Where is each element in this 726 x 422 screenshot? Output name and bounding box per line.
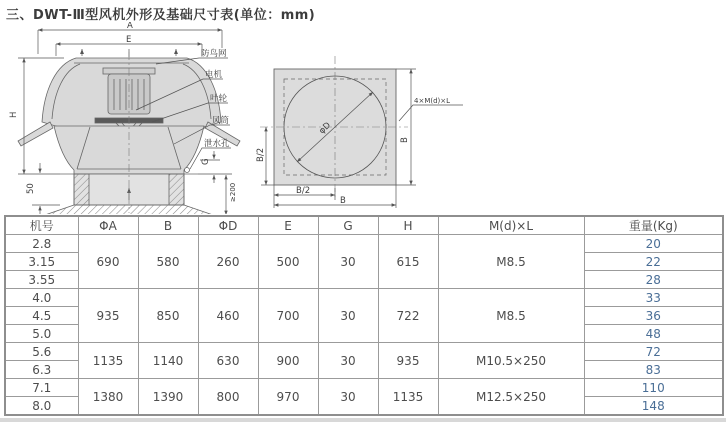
cell-phi-a: 1135	[78, 343, 138, 379]
col-header-model: 机号	[5, 216, 78, 235]
table-row	[5, 289, 723, 307]
col-header-phi-a: ΦA	[78, 216, 138, 235]
dim-label-b-half-bottom: B/2	[296, 186, 311, 196]
cell-model: 3.15	[5, 253, 78, 271]
dimension-table	[4, 215, 724, 416]
cell-weight: 36	[584, 307, 723, 325]
cell-mdl: M8.5	[438, 235, 584, 289]
cell-weight: 110	[584, 379, 723, 397]
table-row	[5, 343, 723, 361]
dim-label-e: E	[126, 35, 132, 45]
cell-mdl: M8.5	[438, 289, 584, 343]
cell-e: 970	[258, 379, 318, 416]
col-header-b: B	[138, 216, 198, 235]
col-header-weight: 重量(Kg)	[584, 216, 723, 235]
cell-b: 850	[138, 289, 198, 343]
cell-h: 722	[378, 289, 438, 343]
cell-g: 30	[318, 343, 378, 379]
cell-phi-d: 800	[198, 379, 258, 416]
col-header-phi-d: ΦD	[198, 216, 258, 235]
cell-phi-d: 630	[198, 343, 258, 379]
table-row	[5, 379, 723, 397]
cell-phi-a: 690	[78, 235, 138, 289]
cell-phi-d: 260	[198, 235, 258, 289]
cell-h: 1135	[378, 379, 438, 416]
page-bottom-divider	[0, 418, 726, 422]
foundation-outline	[260, 56, 408, 198]
cell-phi-a: 1380	[78, 379, 138, 416]
cell-h: 935	[378, 343, 438, 379]
col-header-h: H	[378, 216, 438, 235]
cell-e: 700	[258, 289, 318, 343]
dim-label-b-bottom: B	[340, 196, 346, 206]
cell-model: 3.55	[5, 271, 78, 289]
cell-model: 5.0	[5, 325, 78, 343]
cell-weight: 28	[584, 271, 723, 289]
dim-label-b-right: B	[400, 137, 410, 143]
air-duct-label: 风筒	[212, 116, 230, 126]
cell-b: 580	[138, 235, 198, 289]
cell-b: 1140	[138, 343, 198, 379]
cell-model: 2.8	[5, 235, 78, 253]
cell-g: 30	[318, 235, 378, 289]
col-header-g: G	[318, 216, 378, 235]
cell-g: 30	[318, 379, 378, 416]
cell-b: 1390	[138, 379, 198, 416]
cell-weight: 83	[584, 361, 723, 379]
cell-model: 7.1	[5, 379, 78, 397]
bird-net-label: 防鸟网	[201, 49, 227, 59]
dim-label-g: G	[201, 158, 211, 165]
col-header-mdl: M(d)×L	[438, 216, 584, 235]
cell-weight: 48	[584, 325, 723, 343]
dim-label-a: A	[127, 22, 133, 31]
cell-phi-d: 460	[198, 289, 258, 343]
dim-label-ge200: ≥200	[229, 182, 237, 202]
cell-model: 6.3	[5, 361, 78, 379]
cell-phi-a: 935	[78, 289, 138, 343]
drain-hole-label: 泄水孔	[204, 139, 230, 149]
cell-weight: 20	[584, 235, 723, 253]
cell-weight: 72	[584, 343, 723, 361]
cell-e: 900	[258, 343, 318, 379]
cell-mdl: M12.5×250	[438, 379, 584, 416]
foundation-plan-diagram	[256, 48, 471, 213]
table-row	[5, 235, 723, 253]
cell-model: 4.0	[5, 289, 78, 307]
dim-label-h: H	[9, 111, 19, 118]
impeller-label: 叶轮	[210, 94, 228, 104]
fan-elevation-diagram	[4, 22, 259, 214]
cell-model: 5.6	[5, 343, 78, 361]
cell-h: 615	[378, 235, 438, 289]
page-title: 三、DWT-Ⅲ型风机外形及基础尺寸表(单位：mm)	[6, 8, 316, 23]
header-row	[5, 216, 723, 235]
dim-label-50: 50	[26, 183, 36, 194]
cell-weight: 148	[584, 397, 723, 416]
cell-weight: 22	[584, 253, 723, 271]
cell-mdl: M10.5×250	[438, 343, 584, 379]
dim-label-b-half-left: B/2	[256, 147, 266, 162]
anchor-bolt-label: 4×M(d)×L	[414, 97, 451, 105]
cell-model: 4.5	[5, 307, 78, 325]
dim-label-phi-d: φD	[317, 120, 333, 137]
motor-label: 电机	[205, 70, 223, 80]
cell-g: 30	[318, 289, 378, 343]
col-header-e: E	[258, 216, 318, 235]
cell-model: 8.0	[5, 397, 78, 416]
cell-weight: 33	[584, 289, 723, 307]
cell-e: 500	[258, 235, 318, 289]
